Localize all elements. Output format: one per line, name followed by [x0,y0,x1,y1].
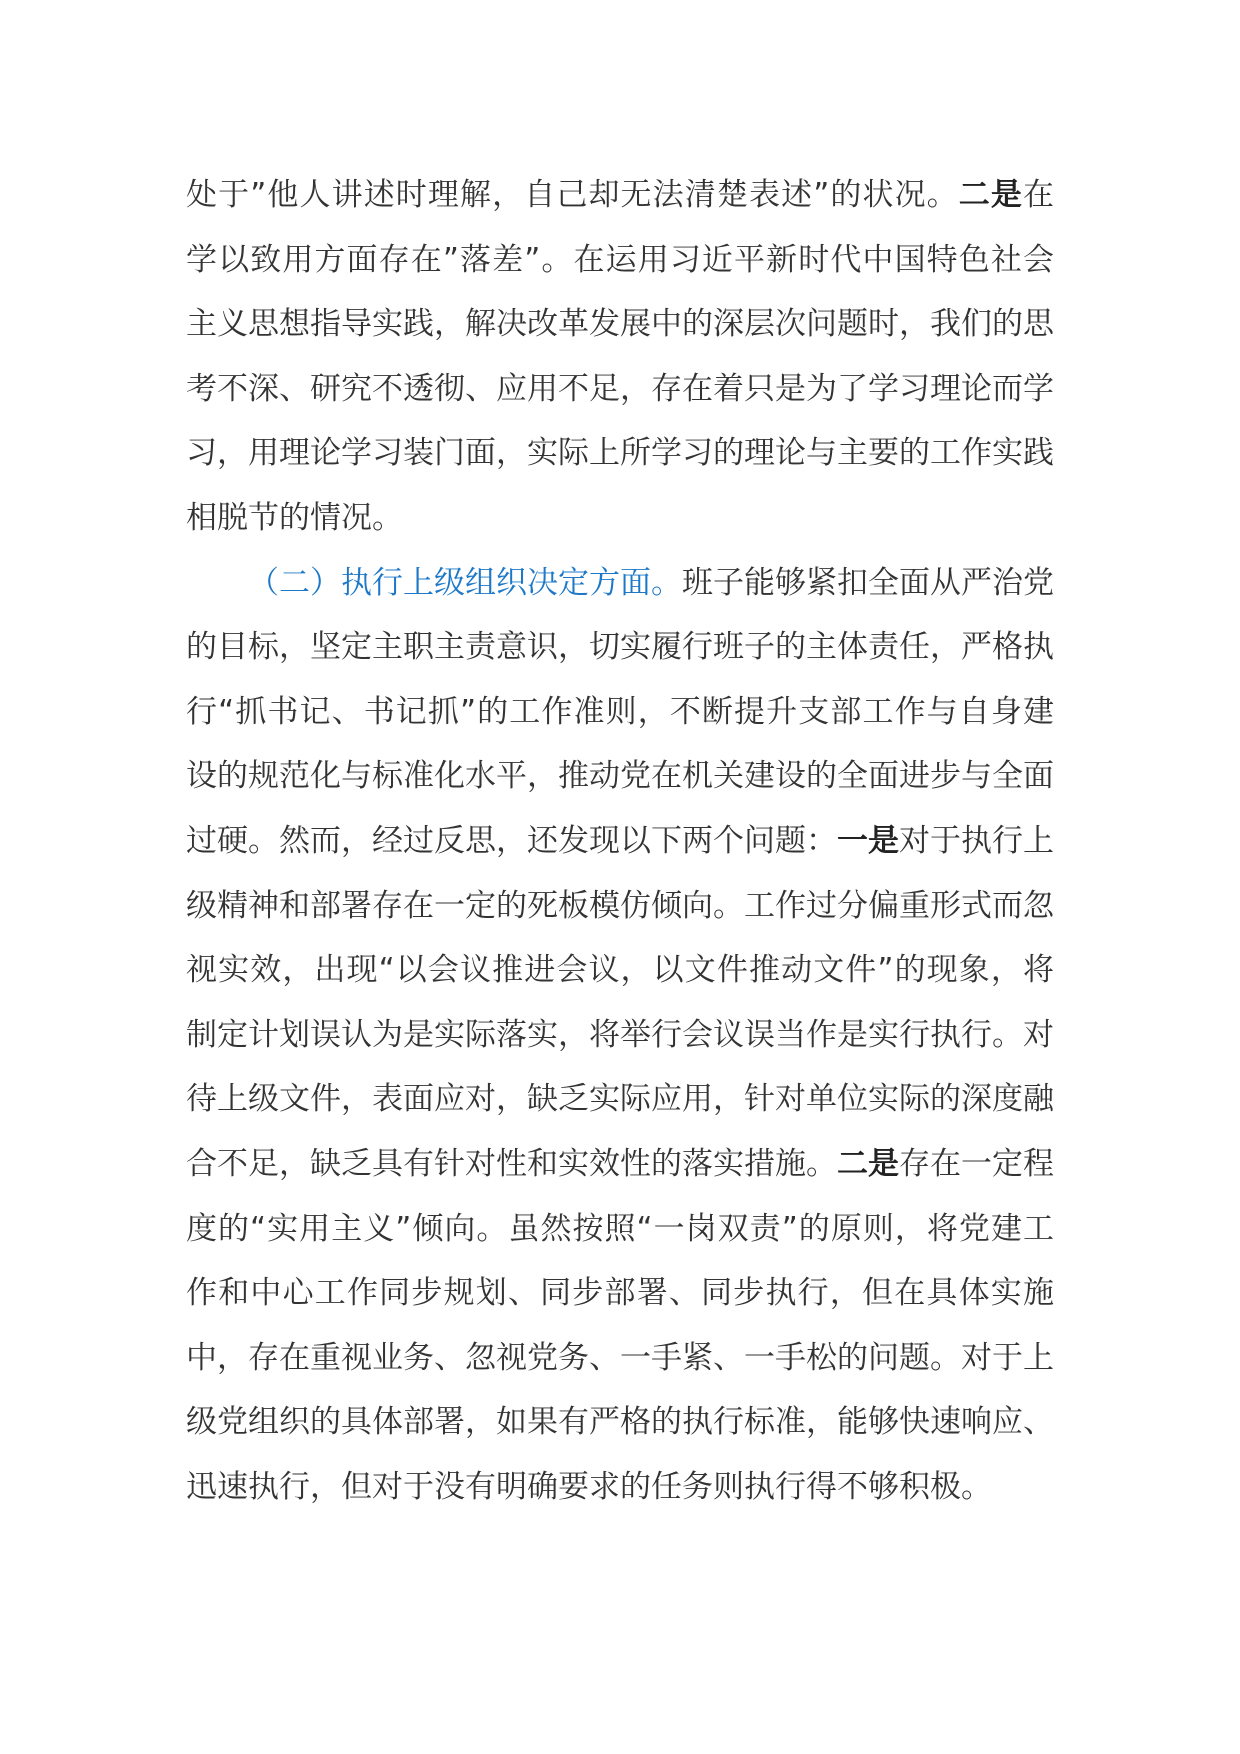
paragraph-2-text-c: 存在一定程度的“实用主义”倾向。虽然按照“一岗双责”的原则，将党建工作和中心工作同步规划、同步部署、同步执行，但在具体实施中，存在重视业务、忽视党务、一手紧、一手松的问题。对于上级党组织的具体部署，如果有严格的执行标准，能够快速响应、迅速执行，但对于没有明确要求的任务则执行得不够积极。 [186,1145,1054,1505]
paragraph-2-text-b: 对于执行上级精神和部署存在一定的死板模仿倾向。工作过分偏重形式而忽视实效，出现“以会议推进会议，以文件推动文件”的现象，将制定计划误认为是实际落实，将举行会议误当作是实行执行。对待上级文件，表面应对，缺乏实际应用，针对单位实际的深度融合不足，缺乏具有针对性和实效性的落实措施。 [186,822,1054,1182]
paragraph-1-text-a: 处于”他人讲述时理解，自己却无法清楚表述”的状况。 [186,177,959,213]
section-heading: （二）执行上级组织决定方面。 [248,564,682,601]
paragraph-1 [186,163,1054,551]
paragraph-2 [186,551,1054,1520]
paragraph-1-bold-a: 二是 [958,177,1023,213]
paragraph-1-text-b: 在学以致用方面存在”落差”。在运用习近平新时代中国特色社会主义思想指导实践，解决改革发展中的深层次问题时，我们的思考不深、研究不透彻、应用不足，存在着只是为了学习理论而学习，用理论学习装门面，实际上所学习的理论与主要的工作实践相脱节的情况。 [186,177,1054,536]
document-body [186,163,1054,1519]
paragraph-2-bold-b: 二是 [837,1145,899,1182]
paragraph-2-bold-a: 一是 [837,822,899,859]
paragraph-2-text-a: 班子能够紧扣全面从严治党的目标，坚定主职主责意识，切实履行班子的主体责任，严格执行“抓书记、书记抓”的工作准则，不断提升支部工作与自身建设的规范化与标准化水平，推动党在机关建设的全面进步与全面过硬。然而，经过反思，还发现以下两个问题： [186,564,1054,859]
